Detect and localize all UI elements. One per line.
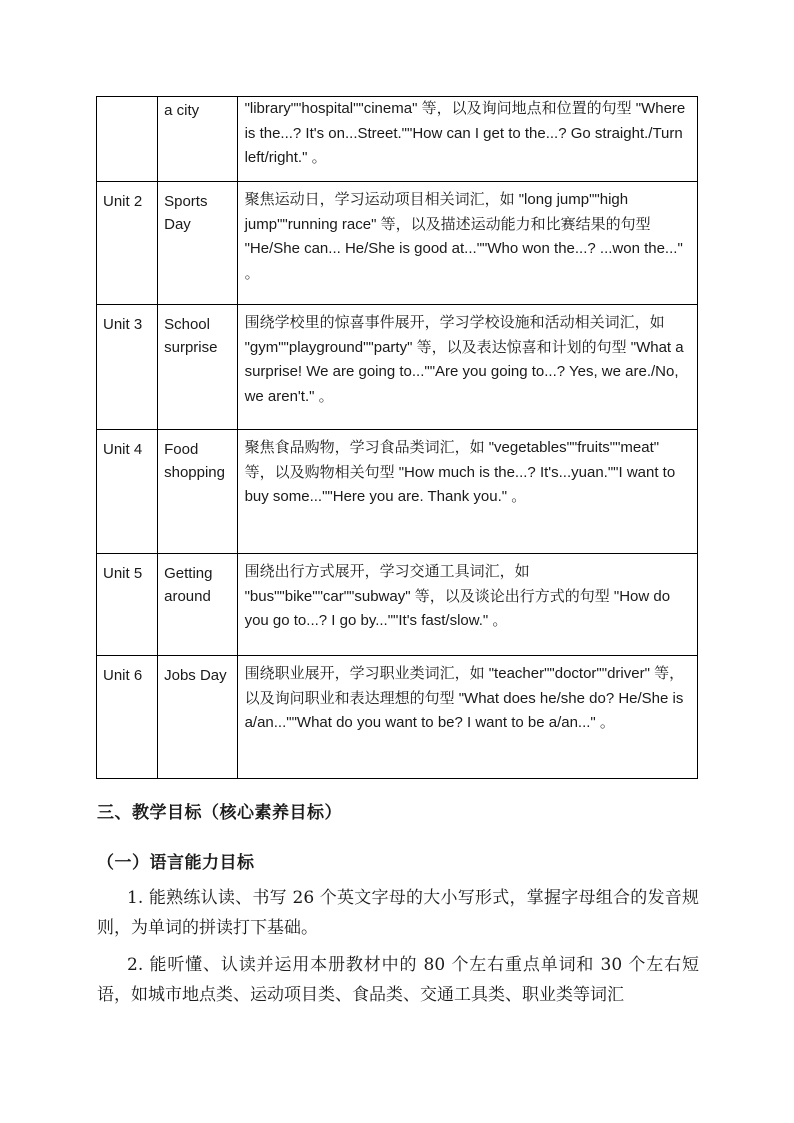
unit-description-cell: 围绕职业展开，学习职业类词汇，如 "teacher""doctor""driver" 等，以及询问职业和表达理想的句型 "What does he/she do? He/She is a/an...""What do you want to be? I want to be a/an..." 。 — [237, 656, 697, 779]
unit-cell: Unit 5 — [97, 554, 158, 656]
objective-paragraph: 1. 能熟练认读、书写 26 个英文字母的大小写形式，掌握字母组合的发音规则，为单词的拼读打下基础。 — [97, 888, 699, 938]
unit-title-cell: School surprise — [158, 305, 237, 430]
unit-title-cell: Sports Day — [158, 182, 237, 305]
unit-description-cell: "library""hospital""cinema" 等，以及询问地点和位置的句型 "Where is the...? It's on...Street.""How can I get to the...? Go straight./Turn left/right." 。 — [237, 97, 697, 182]
unit-title-cell: Jobs Day — [158, 656, 237, 779]
unit-title-cell: a city — [158, 97, 237, 182]
unit-cell — [97, 97, 158, 182]
unit-title-cell: Food shopping — [158, 430, 237, 554]
table-row — [97, 182, 698, 305]
unit-cell: Unit 3 — [97, 305, 158, 430]
objective-paragraph: 2. 能听懂、认读并运用本册教材中的 80 个左右重点单词和 30 个左右短语，如城市地点类、运动项目类、食品类、交通工具类、职业类等词汇 — [97, 955, 699, 1005]
section-subheading: （一）语言能力目标 — [97, 853, 255, 873]
unit-description-cell: 聚焦运动日，学习运动项目相关词汇，如 "long jump""high jump""running race" 等，以及描述运动能力和比赛结果的句型 "He/She can... He/She is good at...""Who won the...? ...won the..." 。 — [237, 182, 697, 305]
section-heading: 三、教学目标（核心素养目标） — [97, 803, 342, 823]
table-row — [97, 97, 698, 182]
unit-cell: Unit 6 — [97, 656, 158, 779]
table-row — [97, 430, 698, 554]
unit-description-cell: 围绕出行方式展开，学习交通工具词汇，如 "bus""bike""car""subway" 等，以及谈论出行方式的句型 "How do you go to...? I go by...""It's fast/slow." 。 — [237, 554, 697, 656]
table-row — [97, 305, 698, 430]
unit-cell: Unit 4 — [97, 430, 158, 554]
unit-title-cell: Getting around — [158, 554, 237, 656]
unit-cell: Unit 2 — [97, 182, 158, 305]
table-row — [97, 554, 698, 656]
unit-description-cell: 聚焦食品购物，学习食品类词汇，如 "vegetables""fruits""meat" 等，以及购物相关句型 "How much is the...? It's...yuan.""I want to buy some...""Here you are. Thank you." 。 — [237, 430, 697, 554]
table-row — [97, 656, 698, 779]
unit-description-cell: 围绕学校里的惊喜事件展开，学习学校设施和活动相关词汇，如 "gym""playground""party" 等，以及表达惊喜和计划的句型 "What a surprise! We are going to...""Are you going to...? Yes, we are./No, we aren't." 。 — [237, 305, 697, 430]
units-table — [96, 96, 698, 779]
